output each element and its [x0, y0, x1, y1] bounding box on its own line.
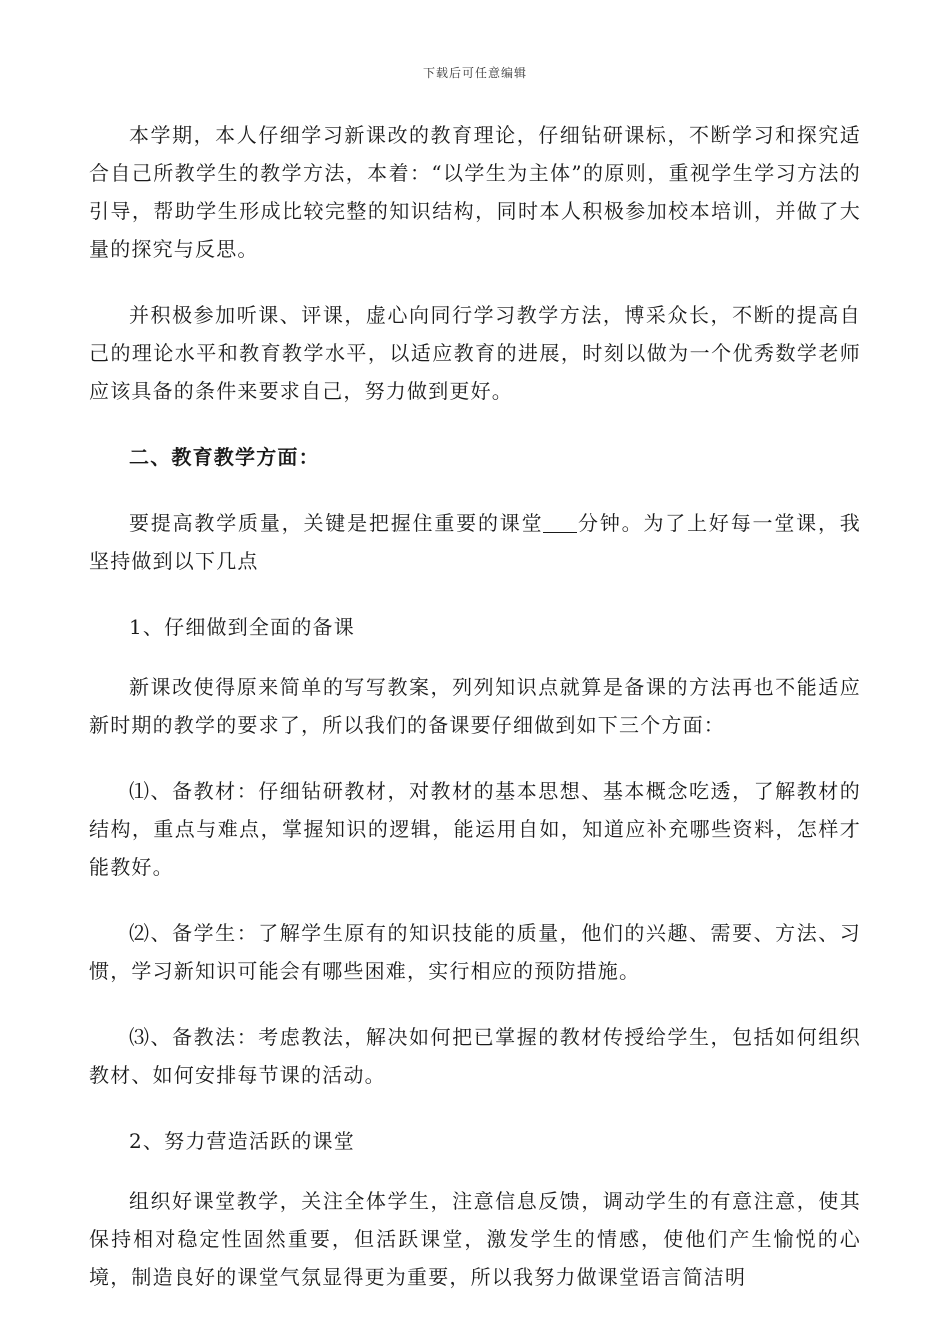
list-item-lesson-prep: 1、仔细做到全面的备课 [129, 615, 355, 639]
paragraph-new-curriculum: 新课改使得原来简单的写写教案，列列知识点就算是备课的方法再也不能适应新时期的教学的要求了，所以我们的备课要仔细做到如下三个方面： [89, 675, 861, 737]
paragraph-teaching-quality [89, 504, 861, 580]
section-heading-teaching: 二、教育教学方面： [129, 445, 320, 469]
paragraph-lesson-observation: 并积极参加听课、评课，虚心向同行学习教学方法，博采众长，不断的提高自己的理论水平和教育教学水平，以适应教育的进展，时刻以做为一个优秀数学老师应该具备的条件来要求自己，努力做到更好。 [89, 303, 861, 403]
paragraph-prepare-methods: ⑶、备教法：考虑教法，解决如何把已掌握的教材传授给学生，包括如何组织教材、如何安排每节课的活动。 [89, 1025, 861, 1087]
document-body [89, 116, 861, 1324]
paragraph-study-theory: 本学期，本人仔细学习新课改的教育理论，仔细钻研课标，不断学习和探究适合自己所教学生的教学方法，本着：“以学生为主体”的原则，重视学生学习方法的引导，帮助学生形成比较完整的知识结构，同时本人积极参加校本培训，并做了大量的探究与反思。 [89, 123, 861, 261]
teaching-quality-text-before: 要提高教学质量，关键是把握住重要的课堂 [129, 511, 544, 535]
paragraph-prepare-students: ⑵、备学生：了解学生原有的知识技能的质量，他们的兴趣、需要、方法、习惯，学习新知识可能会有哪些困难，实行相应的预防措施。 [89, 921, 861, 983]
paragraph-classroom-organization: 组织好课堂教学，关注全体学生，注意信息反馈，调动学生的有意注意，使其保持相对稳定性固然重要，但活跃课堂，激发学生的情感，使他们产生愉悦的心境，制造良好的课堂气氛显得更为重要，所以我努力做课堂语言简洁明 [89, 1189, 861, 1289]
list-item-active-classroom: 2、努力营造活跃的课堂 [129, 1129, 355, 1153]
blank-underline [543, 512, 577, 533]
paragraph-prepare-materials: ⑴、备教材：仔细钻研教材，对教材的基本思想、基本概念吃透，了解教材的结构，重点与难点，掌握知识的逻辑，能运用自如，知道应补充哪些资料，怎样才能教好。 [89, 779, 861, 879]
page-header: 下载后可任意编辑 [422, 66, 527, 80]
teaching-quality-text-after: 分钟。为了上好每一堂课，我坚持做到以下几点 [89, 511, 861, 573]
